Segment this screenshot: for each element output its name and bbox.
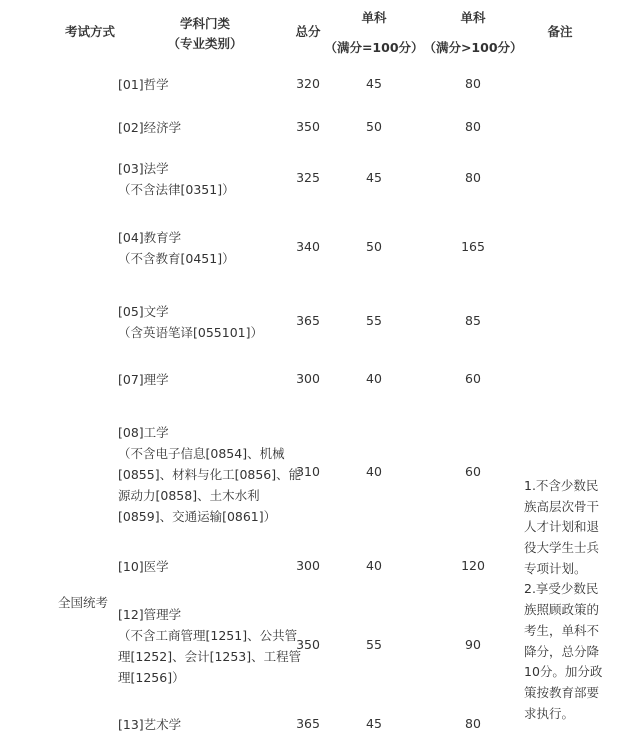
note-line: 策按教育部要 <box>524 684 600 700</box>
subject-cell <box>118 301 263 343</box>
total-score: 350 <box>296 637 320 652</box>
note-line: 役大学生士兵 <box>524 540 600 556</box>
single-score-over-100: 80 <box>465 170 481 185</box>
total-score: 310 <box>296 464 320 479</box>
total-score: 300 <box>296 558 320 573</box>
note-line: 求执行。 <box>524 705 575 721</box>
single-score-over-100: 165 <box>461 239 485 254</box>
subject-cell <box>118 369 169 390</box>
subject-line: （含英语笔译[055101]） <box>118 324 263 340</box>
single-score-over-100: 85 <box>465 313 481 328</box>
note-line: 专项计划。 <box>524 560 587 576</box>
single-score-100: 40 <box>366 464 382 479</box>
total-score: 365 <box>296 716 320 731</box>
subject-line: [03]法学 <box>118 160 169 176</box>
note-cell <box>524 476 602 724</box>
subject-line: （不含教育[0451]） <box>118 250 235 266</box>
subject-line: 源动力[0858]、土木水利 <box>118 487 260 503</box>
single-score-over-100: 90 <box>465 637 481 652</box>
single-score-over-100: 60 <box>465 464 481 479</box>
single-score-100: 45 <box>366 170 382 185</box>
single-score-over-100: 60 <box>465 371 481 386</box>
header-subject-title: 学科门类 <box>179 16 230 31</box>
subject-cell <box>118 556 169 577</box>
subject-line: [01]哲学 <box>118 76 169 92</box>
header-subject <box>150 14 260 54</box>
note-line: 2.享受少数民 <box>524 581 599 597</box>
subject-line: 理[1256]） <box>118 669 185 685</box>
note-line: 人才计划和退 <box>524 519 600 535</box>
subject-cell <box>118 422 301 527</box>
subject-line: （不含工商管理[1251]、公共管 <box>118 627 298 643</box>
subject-line: [08]工学 <box>118 424 169 440</box>
single-score-100: 45 <box>366 76 382 91</box>
total-score: 350 <box>296 119 320 134</box>
subject-cell <box>118 74 169 95</box>
note-line: 1.不含少数民 <box>524 478 599 493</box>
subject-line: [04]教育学 <box>118 229 182 245</box>
single-score-over-100: 80 <box>465 119 481 134</box>
subject-cell <box>118 227 235 269</box>
header-method: 考试方式 <box>64 24 115 39</box>
total-score: 320 <box>296 76 320 91</box>
subject-cell <box>118 117 181 138</box>
total-score: 365 <box>296 313 320 328</box>
header-single1-subtitle: （满分=100分） <box>324 40 424 55</box>
subject-line: [13]艺术学 <box>118 716 182 732</box>
single-score-over-100: 120 <box>461 558 485 573</box>
subject-line: [05]文学 <box>118 303 169 319</box>
single-score-100: 45 <box>366 716 382 731</box>
subject-cell <box>118 158 235 200</box>
note-line: 考生，单科不 <box>524 622 600 638</box>
single-score-100: 55 <box>366 313 382 328</box>
header-single2-title: 单科 <box>460 10 486 25</box>
note-line: 降分，总分降 <box>524 643 600 659</box>
subject-line: （不含法律[0351]） <box>118 181 235 197</box>
subject-line: [02]经济学 <box>118 119 182 135</box>
header-single2 <box>423 8 523 58</box>
single-score-100: 50 <box>366 239 382 254</box>
note-line: 10分。加分政 <box>524 664 603 680</box>
single-score-over-100: 80 <box>465 716 481 731</box>
subject-line: [0855]、材料与化工[0856]、能 <box>118 466 302 482</box>
header-total: 总分 <box>295 24 321 39</box>
header-subject-subtitle: （专业类别） <box>167 36 243 51</box>
subject-cell <box>118 714 181 735</box>
subject-line: （不含电子信息[0854]、机械 <box>118 445 285 461</box>
single-score-100: 40 <box>366 558 382 573</box>
subject-cell <box>118 604 301 688</box>
header-single1 <box>324 8 424 58</box>
header-single2-subtitle: （满分>100分） <box>423 40 523 55</box>
single-score-100: 50 <box>366 119 382 134</box>
note-line: 族高层次骨干 <box>524 498 600 514</box>
exam-method: 全国统考 <box>58 595 109 610</box>
single-score-100: 55 <box>366 637 382 652</box>
subject-line: [0859]、交通运输[0861]） <box>118 508 277 524</box>
header-single1-title: 单科 <box>361 10 387 25</box>
subject-line: [07]理学 <box>118 371 169 387</box>
subject-line: [12]管理学 <box>118 606 182 622</box>
header-note: 备注 <box>547 24 573 39</box>
total-score: 340 <box>296 239 320 254</box>
note-line: 族照顾政策的 <box>524 602 600 618</box>
subject-line: [10]医学 <box>118 558 169 574</box>
subject-line: 理[1252]、会计[1253]、工程管 <box>118 648 302 664</box>
total-score: 325 <box>296 170 320 185</box>
total-score: 300 <box>296 371 320 386</box>
single-score-100: 40 <box>366 371 382 386</box>
single-score-over-100: 80 <box>465 76 481 91</box>
